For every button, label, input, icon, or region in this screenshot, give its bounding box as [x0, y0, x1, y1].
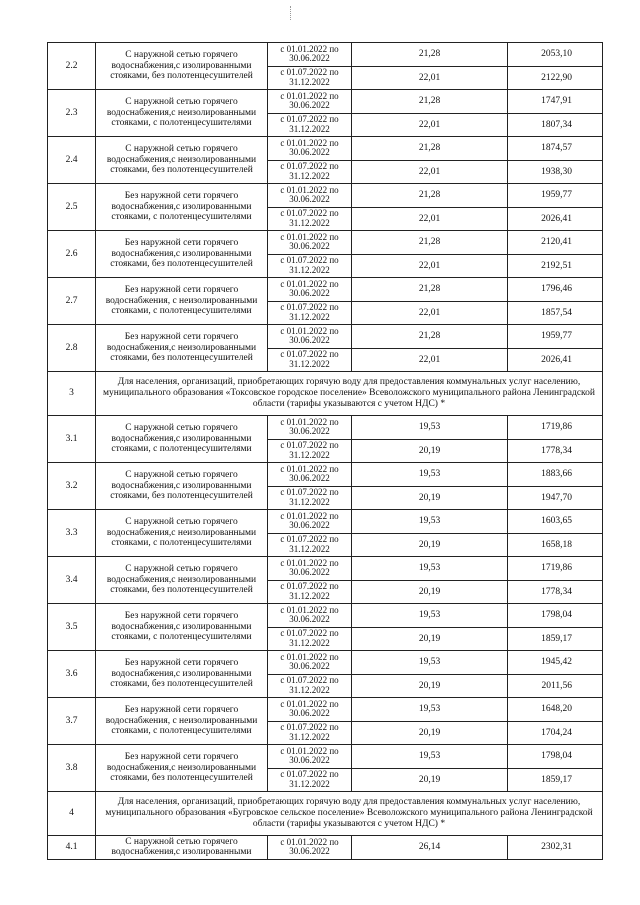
section-row — [48, 372, 603, 416]
tariff-value: 19,53 — [352, 510, 508, 534]
payment-value: 1947,70 — [508, 486, 603, 510]
period-cell: с 01.07.2022 по 31.12.2022 — [268, 580, 352, 604]
tariff-value: 20,19 — [352, 627, 508, 651]
payment-value: 1778,34 — [508, 580, 603, 604]
payment-value: 1603,65 — [508, 510, 603, 534]
period-cell: с 01.07.2022 по 31.12.2022 — [268, 348, 352, 372]
item-number: 4.1 — [48, 836, 96, 860]
tariff-value: 20,19 — [352, 768, 508, 792]
item-number: 2.8 — [48, 325, 96, 372]
period-cell: с 01.07.2022 по 31.12.2022 — [268, 439, 352, 463]
section-heading: Для населения, организаций, приобретающих горячую воду для предоставления коммунальных услуг населению, муниципального образования «Бугровское сельское поселение» Всеволожского муниципального района Ленинградской области (тарифы указываются с учетом НДС) * — [96, 792, 603, 836]
payment-value: 1938,30 — [508, 160, 603, 184]
tariff-table — [47, 42, 603, 860]
item-number: 2.3 — [48, 90, 96, 137]
item-description: Без наружной сети горячего водоснабжения,с изолированными стояками, с полотенцесушителями — [96, 184, 268, 231]
period-cell: с 01.01.2022 по 30.06.2022 — [268, 416, 352, 440]
tariff-value: 20,19 — [352, 721, 508, 745]
payment-value: 1719,86 — [508, 557, 603, 581]
table-row — [48, 90, 603, 114]
item-number: 2.5 — [48, 184, 96, 231]
payment-value: 1874,57 — [508, 137, 603, 161]
tariff-value: 21,28 — [352, 325, 508, 349]
section-number: 3 — [48, 372, 96, 416]
period-cell: с 01.01.2022 по 30.06.2022 — [268, 651, 352, 675]
period-cell: с 01.01.2022 по 30.06.2022 — [268, 43, 352, 67]
item-description: С наружной сетью горячего водоснабжения,с неизолированными стояками, без полотенцесушителей — [96, 557, 268, 604]
period-cell: с 01.01.2022 по 30.06.2022 — [268, 231, 352, 255]
payment-value: 1859,17 — [508, 768, 603, 792]
tariff-value: 21,28 — [352, 184, 508, 208]
table-row — [48, 43, 603, 67]
tariff-value: 20,19 — [352, 486, 508, 510]
period-cell: с 01.07.2022 по 31.12.2022 — [268, 113, 352, 137]
table-row — [48, 463, 603, 487]
payment-value: 1945,42 — [508, 651, 603, 675]
item-description: С наружной сетью горячего водоснабжения,с неизолированными стояками, без полотенцесушителей — [96, 137, 268, 184]
payment-value: 2120,41 — [508, 231, 603, 255]
payment-value: 2026,41 — [508, 348, 603, 372]
tariff-value: 21,28 — [352, 90, 508, 114]
table-row — [48, 137, 603, 161]
tariff-value: 22,01 — [352, 207, 508, 231]
table-row — [48, 231, 603, 255]
item-description: С наружной сетью горячего водоснабжения,с изолированными — [96, 836, 268, 860]
period-cell: с 01.01.2022 по 30.06.2022 — [268, 698, 352, 722]
period-cell: с 01.01.2022 по 30.06.2022 — [268, 325, 352, 349]
scan-artifact-mark — [290, 6, 295, 20]
tariff-value: 19,53 — [352, 651, 508, 675]
tariff-value: 19,53 — [352, 698, 508, 722]
payment-value: 2302,31 — [508, 836, 603, 860]
period-cell: с 01.07.2022 по 31.12.2022 — [268, 66, 352, 90]
tariff-value: 20,19 — [352, 439, 508, 463]
tariff-value: 22,01 — [352, 160, 508, 184]
tariff-value: 22,01 — [352, 301, 508, 325]
tariff-value: 19,53 — [352, 604, 508, 628]
tariff-value: 26,14 — [352, 836, 508, 860]
tariff-value: 20,19 — [352, 533, 508, 557]
table-row — [48, 836, 603, 860]
payment-value: 1959,77 — [508, 325, 603, 349]
period-cell: с 01.07.2022 по 31.12.2022 — [268, 768, 352, 792]
section-number: 4 — [48, 792, 96, 836]
tariff-value: 19,53 — [352, 557, 508, 581]
tariff-value: 21,28 — [352, 43, 508, 67]
period-cell: с 01.07.2022 по 31.12.2022 — [268, 301, 352, 325]
item-description: Без наружной сети горячего водоснабжения, с неизолированными стояками, с полотенцесушителями — [96, 278, 268, 325]
period-cell: с 01.01.2022 по 30.06.2022 — [268, 510, 352, 534]
payment-value: 2011,56 — [508, 674, 603, 698]
payment-value: 1798,04 — [508, 745, 603, 769]
item-number: 3.2 — [48, 463, 96, 510]
tariff-value: 22,01 — [352, 113, 508, 137]
payment-value: 1859,17 — [508, 627, 603, 651]
tariff-value: 22,01 — [352, 348, 508, 372]
payment-value: 1857,54 — [508, 301, 603, 325]
payment-value: 1747,91 — [508, 90, 603, 114]
payment-value: 1807,34 — [508, 113, 603, 137]
item-number: 3.4 — [48, 557, 96, 604]
period-cell: с 01.07.2022 по 31.12.2022 — [268, 533, 352, 557]
payment-value: 1704,24 — [508, 721, 603, 745]
tariff-value: 22,01 — [352, 254, 508, 278]
item-number: 3.8 — [48, 745, 96, 792]
period-cell: с 01.07.2022 по 31.12.2022 — [268, 674, 352, 698]
item-description: Без наружной сети горячего водоснабжения,с изолированными стояками, без полотенцесушителей — [96, 231, 268, 278]
period-cell: с 01.07.2022 по 31.12.2022 — [268, 207, 352, 231]
tariff-value: 19,53 — [352, 463, 508, 487]
table-row — [48, 604, 603, 628]
payment-value: 2026,41 — [508, 207, 603, 231]
table-row — [48, 184, 603, 208]
table-row — [48, 510, 603, 534]
item-number: 2.2 — [48, 43, 96, 90]
tariff-value: 20,19 — [352, 674, 508, 698]
item-number: 2.6 — [48, 231, 96, 278]
table-row — [48, 698, 603, 722]
table-row — [48, 745, 603, 769]
period-cell: с 01.01.2022 по 30.06.2022 — [268, 836, 352, 860]
payment-value: 1883,66 — [508, 463, 603, 487]
period-cell: с 01.07.2022 по 31.12.2022 — [268, 486, 352, 510]
tariff-value: 21,28 — [352, 231, 508, 255]
payment-value: 2122,90 — [508, 66, 603, 90]
tariff-value: 22,01 — [352, 66, 508, 90]
tariff-value: 21,28 — [352, 278, 508, 302]
table-row — [48, 325, 603, 349]
payment-value: 2192,51 — [508, 254, 603, 278]
tariff-value: 21,28 — [352, 137, 508, 161]
item-number: 2.7 — [48, 278, 96, 325]
period-cell: с 01.07.2022 по 31.12.2022 — [268, 254, 352, 278]
item-description: С наружной сетью горячего водоснабжения,с неизолированными стояками, с полотенцесушителями — [96, 510, 268, 557]
item-number: 2.4 — [48, 137, 96, 184]
payment-value: 2053,10 — [508, 43, 603, 67]
period-cell: с 01.07.2022 по 31.12.2022 — [268, 160, 352, 184]
payment-value: 1798,04 — [508, 604, 603, 628]
period-cell: с 01.01.2022 по 30.06.2022 — [268, 463, 352, 487]
table-row — [48, 651, 603, 675]
period-cell: с 01.01.2022 по 30.06.2022 — [268, 278, 352, 302]
table-row — [48, 278, 603, 302]
item-description: Без наружной сети горячего водоснабжения,с неизолированными стояками, без полотенцесушителей — [96, 325, 268, 372]
item-description: Без наружной сети горячего водоснабжения,с изолированными стояками, с полотенцесушителями — [96, 604, 268, 651]
payment-value: 1648,20 — [508, 698, 603, 722]
item-description: С наружной сетью горячего водоснабжения,с изолированными стояками, без полотенцесушителей — [96, 43, 268, 90]
payment-value: 1959,77 — [508, 184, 603, 208]
section-heading: Для населения, организаций, приобретающих горячую воду для предоставления коммунальных услуг населению, муниципального образования «Токсовское городское поселение» Всеволожского муниципального района Ленинградской области (тарифы указываются с учетом НДС) * — [96, 372, 603, 416]
payment-value: 1719,86 — [508, 416, 603, 440]
table-row — [48, 557, 603, 581]
period-cell: с 01.07.2022 по 31.12.2022 — [268, 627, 352, 651]
item-description: С наружной сетью горячего водоснабжения,с изолированными стояками, с полотенцесушителями — [96, 416, 268, 463]
period-cell: с 01.01.2022 по 30.06.2022 — [268, 137, 352, 161]
payment-value: 1658,18 — [508, 533, 603, 557]
period-cell: с 01.01.2022 по 30.06.2022 — [268, 604, 352, 628]
payment-value: 1796,46 — [508, 278, 603, 302]
period-cell: с 01.01.2022 по 30.06.2022 — [268, 557, 352, 581]
tariff-value: 19,53 — [352, 745, 508, 769]
item-description: Без наружной сети горячего водоснабжения, с неизолированными стояками, с полотенцесушителями — [96, 698, 268, 745]
payment-value: 1778,34 — [508, 439, 603, 463]
item-number: 3.5 — [48, 604, 96, 651]
table-row — [48, 416, 603, 440]
period-cell: с 01.07.2022 по 31.12.2022 — [268, 721, 352, 745]
tariff-value: 19,53 — [352, 416, 508, 440]
item-description: Без наружной сети горячего водоснабжения,с изолированными стояками, без полотенцесушителей — [96, 651, 268, 698]
item-description: С наружной сетью горячего водоснабжения,с неизолированными стояками, с полотенцесушителями — [96, 90, 268, 137]
period-cell: с 01.01.2022 по 30.06.2022 — [268, 90, 352, 114]
item-description: С наружной сетью горячего водоснабжения,с изолированными стояками, без полотенцесушителей — [96, 463, 268, 510]
item-description: Без наружной сети горячего водоснабжения,с неизолированными стояками, без полотенцесушителей — [96, 745, 268, 792]
tariff-value: 20,19 — [352, 580, 508, 604]
section-row — [48, 792, 603, 836]
item-number: 3.6 — [48, 651, 96, 698]
item-number: 3.3 — [48, 510, 96, 557]
period-cell: с 01.01.2022 по 30.06.2022 — [268, 745, 352, 769]
period-cell: с 01.01.2022 по 30.06.2022 — [268, 184, 352, 208]
item-number: 3.1 — [48, 416, 96, 463]
item-number: 3.7 — [48, 698, 96, 745]
